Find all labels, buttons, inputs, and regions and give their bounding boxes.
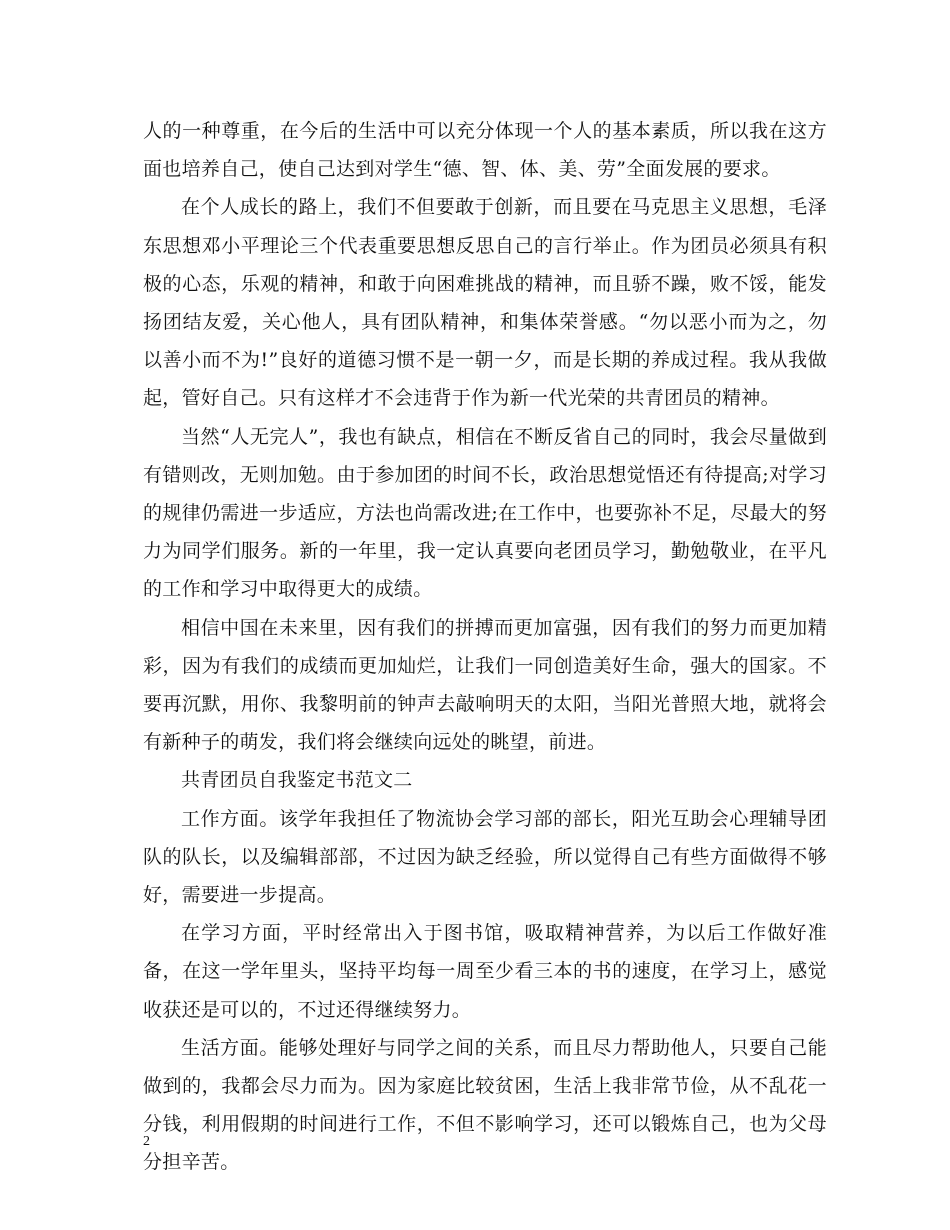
document-body	[143, 112, 827, 1182]
paragraph: 生活方面。能够处理好与同学之间的关系，而且尽力帮助他人，只要自己能做到的，我都会尽力而为。因为家庭比较贫困，生活上我非常节俭，从不乱花一分钱，利用假期的时间进行工作，不但不影响学习，还可以锻炼自己，也为父母分担辛苦。	[143, 1036, 827, 1174]
paragraph: 在个人成长的路上，我们不但要敢于创新，而且要在马克思主义思想，毛泽东思想邓小平理论三个代表重要思想反思自己的言行举止。作为团员必须具有积极的心态，乐观的精神，和敢于向困难挑战的精神，而且骄不躁，败不馁，能发扬团结友爱，关心他人，具有团队精神，和集体荣誉感。“勿以恶小而为之，勿以善小而不为!”良好的道德习惯不是一朝一夕，而是长期的养成过程。我从我做起，管好自己。只有这样才不会违背于作为新一代光荣的共青团员的精神。	[143, 196, 827, 410]
paragraph: 当然“人无完人”，我也有缺点，相信在不断反省自己的同时，我会尽量做到有错则改，无则加勉。由于参加团的时间不长，政治思想觉悟还有待提高;对学习的规律仍需进一步适应，方法也尚需改进;在工作中，也要弥补不足，尽最大的努力为同学们服务。新的一年里，我一定认真要向老团员学习，勤勉敬业，在平凡的工作和学习中取得更大的成绩。	[143, 425, 827, 601]
page-number: 2	[143, 1134, 150, 1149]
paragraph: 在学习方面，平时经常出入于图书馆，吸取精神营养，为以后工作做好准备，在这一学年里头，坚持平均每一周至少看三本的书的速度，在学习上，感觉收获还是可以的，不过还得继续努力。	[143, 922, 827, 1021]
paragraph: 相信中国在未来里，因有我们的拼搏而更加富强，因有我们的努力而更加精彩，因为有我们的成绩而更加灿烂，让我们一同创造美好生命，强大的国家。不要再沉默，用你、我黎明前的钟声去敲响明天的太阳，当阳光普照大地，就将会有新种子的萌发，我们将会继续向远处的眺望，前进。	[143, 616, 827, 754]
section-heading: 共青团员自我鉴定书范文二	[181, 769, 413, 792]
paragraph: 人的一种尊重，在今后的生活中可以充分体现一个人的基本素质，所以我在这方面也培养自己，使自己达到对学生“德、智、体、美、劳”全面发展的要求。	[143, 120, 827, 181]
paragraph: 工作方面。该学年我担任了物流协会学习部的部长，阳光互助会心理辅导团队的队长，以及编辑部部，不过因为缺乏经验，所以觉得自己有些方面做得不够好，需要进一步提高。	[143, 807, 827, 907]
